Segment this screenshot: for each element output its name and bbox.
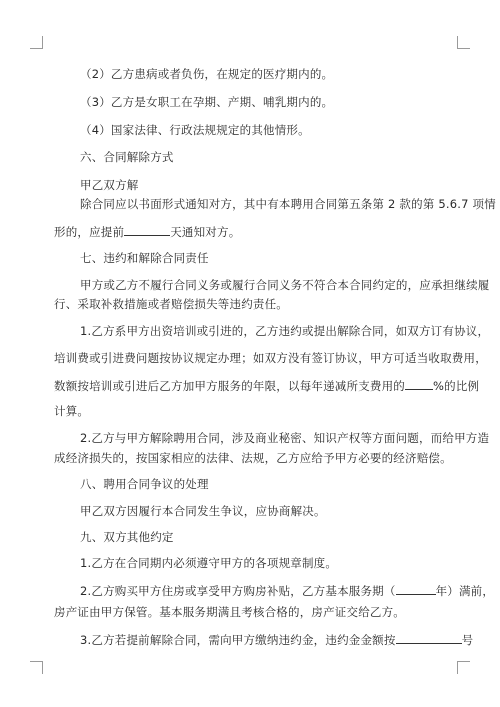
paragraph-line: 行、采取补救措施或者赔偿损失等违约责任。: [54, 297, 288, 311]
section-heading: 八、聘用合同争议的处理: [80, 477, 209, 491]
paragraph-line: 培训费或引进费问题按协议规定办理；如双方没有签订协议，甲方可适当收取费用，: [54, 351, 487, 365]
paragraph-line: [54, 224, 240, 239]
text-segment: %的比例: [433, 379, 480, 393]
text-segment: 号: [461, 633, 474, 647]
paragraph-line: [80, 632, 473, 647]
paragraph-line: 计算。: [54, 404, 90, 418]
paragraph-line: 成经济损失的，按国家相应的法律、法规，乙方应给予甲方必要的经济赔偿。: [54, 451, 452, 465]
paragraph-line: [54, 378, 479, 393]
section-heading: 六、合同解除方式: [80, 150, 174, 164]
text-segment: 天通知对方。: [170, 225, 241, 239]
text-segment: 形的，应提前: [54, 225, 125, 239]
paragraph-line: 房产证由甲方保管。基本服务期满且考核合格的，房产证交给乙方。: [54, 605, 405, 619]
section-heading: 七、违约和解除合同责任: [80, 251, 209, 265]
blank-underline: [124, 224, 170, 236]
text-segment: 3.乙方若提前解除合同，需向甲方缴纳违约金，违约金金额按: [80, 633, 396, 647]
paragraph-line: 甲方或乙方不履行合同义务或履行合同义务不符合本合同约定的，应承担继续履: [80, 278, 490, 292]
text-segment: 2.乙方购买甲方住房或享受甲方购房补贴，乙方基本服务期（: [80, 584, 396, 598]
paragraph-line: 甲乙双方解: [80, 178, 139, 192]
paragraph-line: 1.乙方在合同期内必须遵守甲方的各项规章制度。: [80, 556, 338, 570]
paragraph-line: （3）乙方是女职工在孕期、产期、哺乳期内的。: [80, 95, 334, 109]
paragraph-line: （2）乙方患病或者负伤，在规定的医疗期内的。: [80, 67, 334, 81]
paragraph-line: [80, 583, 494, 598]
paragraph-line: （4）国家法律、行政法规规定的其他情形。: [80, 123, 310, 137]
text-segment: 年）满前，: [435, 584, 495, 598]
blank-underline: [405, 378, 433, 390]
paragraph-line: 甲乙双方因履行本合同发生争议，应协商解决。: [80, 504, 326, 518]
paragraph-line: 1.乙方系甲方出资培训或引进的，乙方违约或提出解除合同，如双方订有协议，: [80, 324, 490, 338]
blank-underline: [396, 583, 436, 595]
paragraph-line: 除合同应以书面形式通知对方，其中有本聘用合同第五条第 2 款的第 5.6.7 项情: [80, 197, 496, 211]
paragraph-line: 2.乙方与甲方解除聘用合同，涉及商业秘密、知识产权等方面问题，而给甲方造: [80, 431, 490, 445]
section-heading: 九、双方其他约定: [80, 530, 174, 544]
blank-underline: [396, 632, 462, 644]
text-segment: 数额按培训或引进后乙方加甲方服务的年限，以每年递减所支费用的: [54, 379, 405, 393]
